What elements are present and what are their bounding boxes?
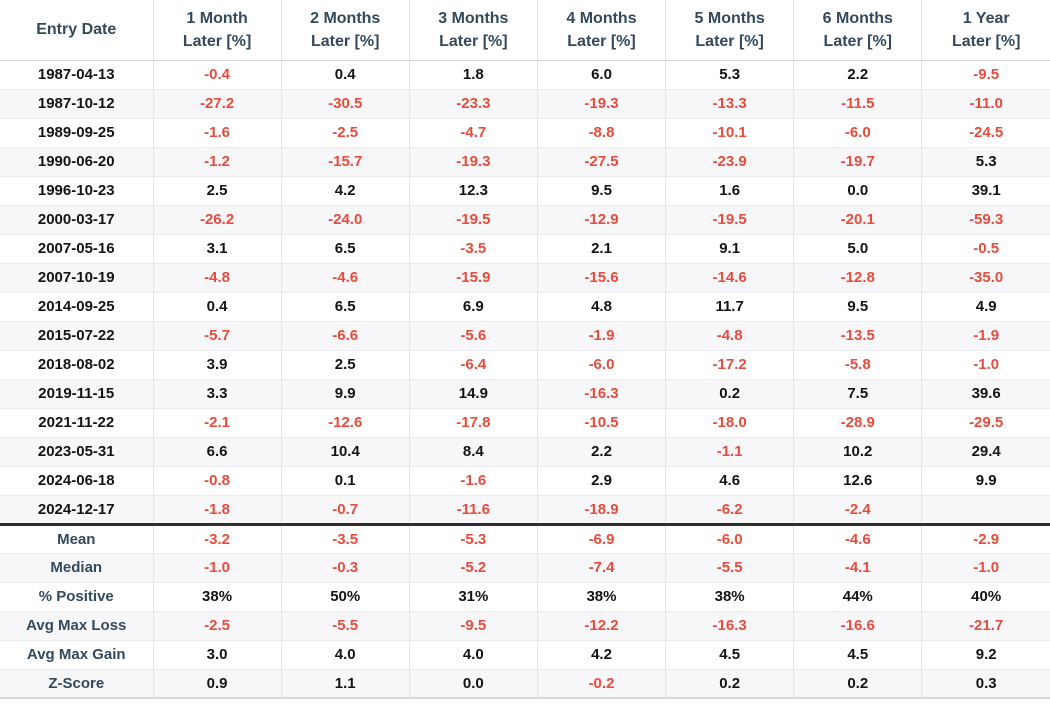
- value-cell: -59.3: [922, 205, 1050, 234]
- value-cell: -5.5: [281, 611, 409, 640]
- summary-label-cell: Mean: [0, 524, 153, 553]
- value-cell: 0.2: [666, 669, 794, 698]
- value-cell: 9.5: [794, 292, 922, 321]
- value-cell: -12.2: [537, 611, 665, 640]
- value-cell: -12.9: [537, 205, 665, 234]
- column-header-bottom-label: Later [%]: [439, 32, 508, 50]
- value-cell: 5.3: [922, 147, 1050, 176]
- value-cell: -3.5: [409, 234, 537, 263]
- column-header-1: [153, 0, 281, 60]
- value-cell: 4.0: [281, 640, 409, 669]
- value-cell: -15.6: [537, 263, 665, 292]
- column-header-top-label: 1 Year: [962, 9, 1010, 27]
- value-cell: -9.5: [409, 611, 537, 640]
- table-row: [0, 408, 1050, 437]
- entry-date-cell: 1987-10-12: [0, 89, 153, 118]
- column-header-top-label: 1 Month: [186, 9, 248, 27]
- value-cell: -0.8: [153, 466, 281, 495]
- value-cell: -17.2: [666, 350, 794, 379]
- summary-label-cell: Median: [0, 553, 153, 582]
- value-cell: -2.4: [794, 495, 922, 524]
- value-cell: 44%: [794, 582, 922, 611]
- column-header-7: [922, 0, 1050, 60]
- table-row: [0, 118, 1050, 147]
- value-cell: -1.0: [922, 553, 1050, 582]
- value-cell: -5.7: [153, 321, 281, 350]
- value-cell: 11.7: [666, 292, 794, 321]
- column-header-4: [537, 0, 665, 60]
- value-cell: -19.3: [537, 89, 665, 118]
- value-cell: -18.0: [666, 408, 794, 437]
- column-header-6: [794, 0, 922, 60]
- value-cell: -15.9: [409, 263, 537, 292]
- value-cell: -29.5: [922, 408, 1050, 437]
- header-row: [0, 0, 1050, 60]
- entry-date-cell: 2007-10-19: [0, 263, 153, 292]
- value-cell: 4.5: [794, 640, 922, 669]
- summary-row: [0, 553, 1050, 582]
- value-cell: 6.5: [281, 234, 409, 263]
- summary-row: [0, 669, 1050, 698]
- value-cell: 4.8: [537, 292, 665, 321]
- data-rows: [0, 60, 1050, 524]
- value-cell: -27.2: [153, 89, 281, 118]
- value-cell: 2.2: [794, 60, 922, 89]
- value-cell: -0.4: [153, 60, 281, 89]
- table-row: [0, 350, 1050, 379]
- summary-label-cell: % Positive: [0, 582, 153, 611]
- entry-date-cell: 2024-06-18: [0, 466, 153, 495]
- value-cell: 4.2: [281, 176, 409, 205]
- table-header: [0, 0, 1050, 60]
- value-cell: -11.0: [922, 89, 1050, 118]
- value-cell: 4.5: [666, 640, 794, 669]
- value-cell: 10.4: [281, 437, 409, 466]
- value-cell: -18.9: [537, 495, 665, 524]
- value-cell: [922, 495, 1050, 524]
- value-cell: -19.7: [794, 147, 922, 176]
- value-cell: 2.1: [537, 234, 665, 263]
- summary-row: [0, 611, 1050, 640]
- value-cell: -12.8: [794, 263, 922, 292]
- table-row: [0, 495, 1050, 524]
- value-cell: -1.9: [922, 321, 1050, 350]
- value-cell: 8.4: [409, 437, 537, 466]
- value-cell: -1.1: [666, 437, 794, 466]
- value-cell: -0.5: [922, 234, 1050, 263]
- value-cell: -6.9: [537, 524, 665, 553]
- value-cell: -35.0: [922, 263, 1050, 292]
- entry-date-cell: 2015-07-22: [0, 321, 153, 350]
- column-header-5: [666, 0, 794, 60]
- value-cell: 9.1: [666, 234, 794, 263]
- summary-label-cell: Z-Score: [0, 669, 153, 698]
- column-header-entry-date: Entry Date: [0, 0, 153, 60]
- value-cell: -12.6: [281, 408, 409, 437]
- value-cell: 1.6: [666, 176, 794, 205]
- value-cell: -30.5: [281, 89, 409, 118]
- summary-rows: [0, 524, 1050, 698]
- entry-date-cell: 2019-11-15: [0, 379, 153, 408]
- value-cell: 0.2: [794, 669, 922, 698]
- value-cell: 38%: [537, 582, 665, 611]
- value-cell: -2.1: [153, 408, 281, 437]
- table-row: [0, 176, 1050, 205]
- value-cell: -4.8: [666, 321, 794, 350]
- summary-row: [0, 582, 1050, 611]
- column-header-bottom-label: Later [%]: [823, 32, 892, 50]
- value-cell: 9.2: [922, 640, 1050, 669]
- column-header-3: [409, 0, 537, 60]
- value-cell: 0.4: [153, 292, 281, 321]
- table-row: [0, 205, 1050, 234]
- value-cell: -3.2: [153, 524, 281, 553]
- value-cell: -21.7: [922, 611, 1050, 640]
- value-cell: -11.6: [409, 495, 537, 524]
- value-cell: 1.1: [281, 669, 409, 698]
- value-cell: 0.9: [153, 669, 281, 698]
- value-cell: -28.9: [794, 408, 922, 437]
- value-cell: 2.9: [537, 466, 665, 495]
- value-cell: -8.8: [537, 118, 665, 147]
- value-cell: 2.5: [153, 176, 281, 205]
- value-cell: 0.2: [666, 379, 794, 408]
- value-cell: 38%: [153, 582, 281, 611]
- entry-date-cell: 2023-05-31: [0, 437, 153, 466]
- value-cell: -4.6: [281, 263, 409, 292]
- table-row: [0, 466, 1050, 495]
- value-cell: 6.9: [409, 292, 537, 321]
- value-cell: 2.5: [281, 350, 409, 379]
- column-header-top-label: 6 Months: [822, 9, 893, 27]
- entry-date-cell: 2007-05-16: [0, 234, 153, 263]
- value-cell: 0.4: [281, 60, 409, 89]
- value-cell: 3.9: [153, 350, 281, 379]
- value-cell: -0.3: [281, 553, 409, 582]
- value-cell: -2.5: [281, 118, 409, 147]
- value-cell: -1.0: [922, 350, 1050, 379]
- value-cell: -24.0: [281, 205, 409, 234]
- entry-date-cell: 1989-09-25: [0, 118, 153, 147]
- value-cell: 9.5: [537, 176, 665, 205]
- value-cell: 12.3: [409, 176, 537, 205]
- table-row: [0, 234, 1050, 263]
- value-cell: 0.1: [281, 466, 409, 495]
- value-cell: -3.5: [281, 524, 409, 553]
- value-cell: -6.0: [537, 350, 665, 379]
- value-cell: -1.9: [537, 321, 665, 350]
- value-cell: -14.6: [666, 263, 794, 292]
- entry-date-cell: 2014-09-25: [0, 292, 153, 321]
- value-cell: -6.6: [281, 321, 409, 350]
- table-row: [0, 379, 1050, 408]
- value-cell: -19.3: [409, 147, 537, 176]
- value-cell: -6.0: [666, 524, 794, 553]
- value-cell: -13.3: [666, 89, 794, 118]
- table-row: [0, 292, 1050, 321]
- entry-date-cell: 2024-12-17: [0, 495, 153, 524]
- value-cell: -1.6: [409, 466, 537, 495]
- value-cell: 7.5: [794, 379, 922, 408]
- entry-date-cell: 2021-11-22: [0, 408, 153, 437]
- column-header-bottom-label: Later [%]: [695, 32, 764, 50]
- table-row: [0, 437, 1050, 466]
- summary-label-cell: Avg Max Loss: [0, 611, 153, 640]
- value-cell: -1.2: [153, 147, 281, 176]
- value-cell: 31%: [409, 582, 537, 611]
- table-row: [0, 263, 1050, 292]
- value-cell: 40%: [922, 582, 1050, 611]
- value-cell: -16.6: [794, 611, 922, 640]
- value-cell: -0.7: [281, 495, 409, 524]
- value-cell: -20.1: [794, 205, 922, 234]
- table-row: [0, 321, 1050, 350]
- value-cell: 12.6: [794, 466, 922, 495]
- value-cell: -5.3: [409, 524, 537, 553]
- column-header-top-label: 2 Months: [310, 9, 381, 27]
- value-cell: 0.0: [409, 669, 537, 698]
- value-cell: -4.1: [794, 553, 922, 582]
- entry-date-cell: 1987-04-13: [0, 60, 153, 89]
- value-cell: 4.2: [537, 640, 665, 669]
- table-row: [0, 147, 1050, 176]
- column-header-bottom-label: Later [%]: [182, 32, 252, 50]
- value-cell: 9.9: [281, 379, 409, 408]
- value-cell: 50%: [281, 582, 409, 611]
- value-cell: 10.2: [794, 437, 922, 466]
- value-cell: 29.4: [922, 437, 1050, 466]
- value-cell: -26.2: [153, 205, 281, 234]
- value-cell: 0.0: [794, 176, 922, 205]
- table-row: [0, 89, 1050, 118]
- value-cell: 14.9: [409, 379, 537, 408]
- value-cell: 4.0: [409, 640, 537, 669]
- value-cell: -1.0: [153, 553, 281, 582]
- value-cell: -2.9: [922, 524, 1050, 553]
- value-cell: -17.8: [409, 408, 537, 437]
- value-cell: 1.8: [409, 60, 537, 89]
- entry-date-cell: 1990-06-20: [0, 147, 153, 176]
- value-cell: -10.5: [537, 408, 665, 437]
- value-cell: -11.5: [794, 89, 922, 118]
- value-cell: -1.8: [153, 495, 281, 524]
- table-row: [0, 60, 1050, 89]
- value-cell: -27.5: [537, 147, 665, 176]
- value-cell: -1.6: [153, 118, 281, 147]
- value-cell: 0.3: [922, 669, 1050, 698]
- value-cell: -6.0: [794, 118, 922, 147]
- value-cell: -19.5: [409, 205, 537, 234]
- value-cell: 6.6: [153, 437, 281, 466]
- value-cell: 39.1: [922, 176, 1050, 205]
- value-cell: -24.5: [922, 118, 1050, 147]
- summary-row: [0, 524, 1050, 553]
- value-cell: -5.8: [794, 350, 922, 379]
- column-header-2: [281, 0, 409, 60]
- value-cell: 6.0: [537, 60, 665, 89]
- value-cell: -5.5: [666, 553, 794, 582]
- value-cell: 9.9: [922, 466, 1050, 495]
- value-cell: -10.1: [666, 118, 794, 147]
- value-cell: 5.0: [794, 234, 922, 263]
- summary-row: [0, 640, 1050, 669]
- value-cell: 3.0: [153, 640, 281, 669]
- value-cell: 2.2: [537, 437, 665, 466]
- value-cell: -7.4: [537, 553, 665, 582]
- value-cell: 39.6: [922, 379, 1050, 408]
- summary-label-cell: Avg Max Gain: [0, 640, 153, 669]
- value-cell: 6.5: [281, 292, 409, 321]
- value-cell: -9.5: [922, 60, 1050, 89]
- column-header-top-label: 4 Months: [566, 9, 637, 27]
- value-cell: -6.2: [666, 495, 794, 524]
- value-cell: -13.5: [794, 321, 922, 350]
- value-cell: -5.2: [409, 553, 537, 582]
- value-cell: -16.3: [537, 379, 665, 408]
- value-cell: 38%: [666, 582, 794, 611]
- value-cell: 4.6: [666, 466, 794, 495]
- value-cell: -23.3: [409, 89, 537, 118]
- entry-date-cell: 1996-10-23: [0, 176, 153, 205]
- value-cell: -19.5: [666, 205, 794, 234]
- value-cell: 4.9: [922, 292, 1050, 321]
- value-cell: -4.7: [409, 118, 537, 147]
- value-cell: -4.8: [153, 263, 281, 292]
- value-cell: -0.2: [537, 669, 665, 698]
- column-header-top-label: 3 Months: [438, 9, 509, 27]
- value-cell: 3.3: [153, 379, 281, 408]
- column-header-top-label: 5 Months: [694, 9, 765, 27]
- value-cell: 3.1: [153, 234, 281, 263]
- value-cell: -4.6: [794, 524, 922, 553]
- column-header-bottom-label: Later [%]: [310, 32, 380, 50]
- value-cell: -6.4: [409, 350, 537, 379]
- value-cell: -5.6: [409, 321, 537, 350]
- entry-date-cell: 2018-08-02: [0, 350, 153, 379]
- value-cell: 5.3: [666, 60, 794, 89]
- column-header-bottom-label: Later [%]: [951, 32, 1021, 50]
- entry-date-cell: 2000-03-17: [0, 205, 153, 234]
- value-cell: -2.5: [153, 611, 281, 640]
- value-cell: -16.3: [666, 611, 794, 640]
- column-header-bottom-label: Later [%]: [567, 32, 636, 50]
- value-cell: -23.9: [666, 147, 794, 176]
- value-cell: -15.7: [281, 147, 409, 176]
